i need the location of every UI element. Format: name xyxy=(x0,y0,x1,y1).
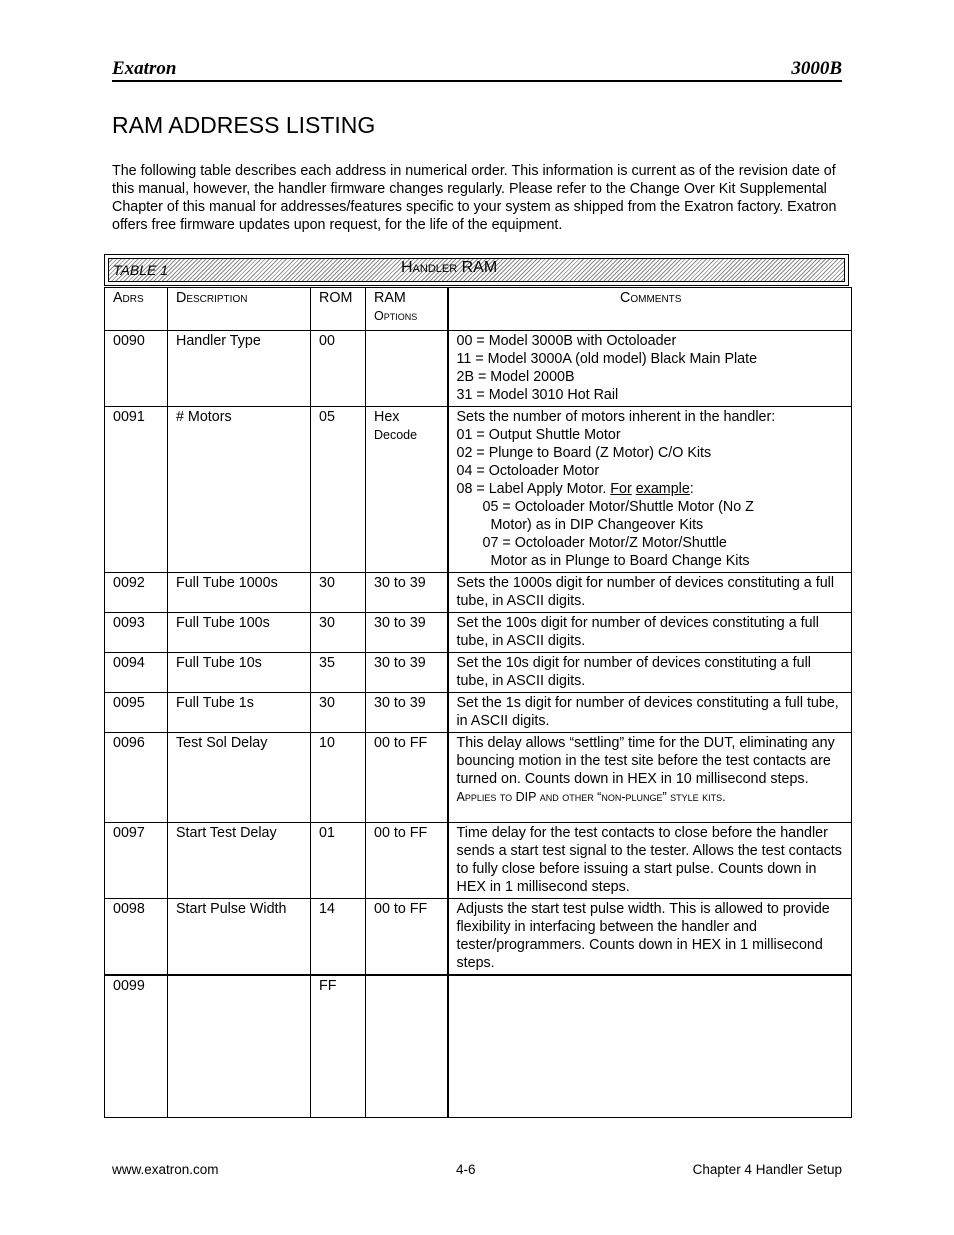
cell-ram: 30 to 39 xyxy=(366,653,448,693)
cell-desc: # Motors xyxy=(168,407,311,573)
table-row xyxy=(105,899,852,976)
table-row xyxy=(105,407,852,573)
cell-comments: Sets the number of motors inherent in the handler: 01 = Output Shuttle Motor 02 = Plunge to Board (Z Motor) C/O Kits 04 = Octoloader Motor 08 = Label Apply Motor. For example: 05 = Octoloader Motor/Shuttle Motor (No Z Motor) as in DIP Changeover Kits 07 = Octoloader Motor/Z Motor/Shuttle Motor as in Plunge to Board Change Kits xyxy=(448,407,852,573)
cell-ram: 00 to FF xyxy=(366,823,448,899)
cell-ram: 00 to FF xyxy=(366,733,448,823)
table-row xyxy=(105,823,852,899)
cell-adrs: 0099 xyxy=(105,975,168,1117)
cell-comments: Set the 100s digit for number of devices constituting a full tube, in ASCII digits. xyxy=(448,613,852,653)
table-row xyxy=(105,733,852,823)
cell-adrs: 0097 xyxy=(105,823,168,899)
table-row xyxy=(105,613,852,653)
header-company: Exatron xyxy=(112,58,177,79)
cell-rom: 30 xyxy=(311,613,366,653)
cell-desc: Handler Type xyxy=(168,331,311,407)
cell-adrs: 0095 xyxy=(105,693,168,733)
table-header-row xyxy=(105,288,852,331)
cell-adrs: 0090 xyxy=(105,331,168,407)
cell-ram: 30 to 39 xyxy=(366,693,448,733)
col-adrs: Adrs xyxy=(105,288,168,331)
header-model: 3000B xyxy=(791,58,842,79)
intro-text-2: handler xyxy=(278,181,327,197)
cell-desc: Full Tube 10s xyxy=(168,653,311,693)
cell-adrs: 0098 xyxy=(105,899,168,976)
cell-comments: Set the 10s digit for number of devices constituting a full tube, in ASCII digits. xyxy=(448,653,852,693)
table-banner xyxy=(104,254,849,286)
cell-rom: 01 xyxy=(311,823,366,899)
table-row xyxy=(105,975,852,1117)
cell-adrs: 0093 xyxy=(105,613,168,653)
cell-comments: Adjusts the start test pulse width. This is allowed to provide flexibility in interfacing between the handler and tester/programmers. Counts down in HEX in 1 millisecond steps. xyxy=(448,899,852,976)
cell-comments: Time delay for the test contacts to close before the handler sends a start test signal to the tester. Allows the test contacts to fully close before issuing a start pulse. Counts down in HEX in 1 millisecond steps. xyxy=(448,823,852,899)
cell-desc: Start Pulse Width xyxy=(168,899,311,976)
cell-desc xyxy=(168,975,311,1117)
table-row xyxy=(105,573,852,613)
intro-paragraph xyxy=(112,162,838,234)
cell-desc: Start Test Delay xyxy=(168,823,311,899)
intro-text-3: firmware changes regularly. Please refer to the Change Over Kit Supplemental Chapter of this manual for addresses/features specific to your system as shipped from the Exatron factory. Exatron offers free firmware updates upon request, for the life of the equipment. xyxy=(112,181,837,233)
cell-rom: 35 xyxy=(311,653,366,693)
cell-ram: 30 to 39 xyxy=(366,573,448,613)
cell-ram: 00 to FF xyxy=(366,899,448,976)
cell-adrs: 0096 xyxy=(105,733,168,823)
col-comments: Comments xyxy=(448,288,852,331)
table-row xyxy=(105,693,852,733)
col-rom: ROM xyxy=(311,288,366,331)
table-row xyxy=(105,653,852,693)
page-title: RAM ADDRESS LISTING xyxy=(112,112,376,138)
footer-website: www.exatron.com xyxy=(112,1162,219,1177)
cell-ram xyxy=(366,975,448,1117)
cell-comments: This delay allows “settling” time for the DUT, eliminating any bouncing motion in the test site before the test contacts are turned on. Counts down in HEX in 10 millisecond steps. Applies to DIP and other “non-plunge” style kits. xyxy=(448,733,852,823)
cell-desc: Full Tube 100s xyxy=(168,613,311,653)
table-row xyxy=(105,331,852,407)
cell-desc: Full Tube 1000s xyxy=(168,573,311,613)
col-ram-options: RAM Options xyxy=(366,288,448,331)
cell-adrs: 0091 xyxy=(105,407,168,573)
table-label: TABLE 1 xyxy=(113,262,168,278)
cell-rom: 05 xyxy=(311,407,366,573)
cell-desc: Test Sol Delay xyxy=(168,733,311,823)
cell-adrs: 0092 xyxy=(105,573,168,613)
running-header xyxy=(112,56,842,82)
cell-ram xyxy=(366,331,448,407)
cell-comments: Sets the 1000s digit for number of devices constituting a full tube, in ASCII digits. xyxy=(448,573,852,613)
footer-page-number: 4-6 xyxy=(456,1162,476,1177)
cell-desc: Full Tube 1s xyxy=(168,693,311,733)
cell-rom: 30 xyxy=(311,693,366,733)
cell-rom: 10 xyxy=(311,733,366,823)
footer-chapter: Chapter 4 Handler Setup xyxy=(692,1162,842,1177)
cell-rom: FF xyxy=(311,975,366,1117)
cell-comments: Set the 1s digit for number of devices constituting a full tube, in ASCII digits. xyxy=(448,693,852,733)
intro-text-1: The following table describes each address in numerical order. This information is current as of the revision date of this manual, however, the xyxy=(112,163,836,197)
cell-comments xyxy=(448,975,852,1117)
cell-rom: 14 xyxy=(311,899,366,976)
ram-table xyxy=(104,287,852,1118)
cell-adrs: 0094 xyxy=(105,653,168,693)
cell-comments: 00 = Model 3000B with Octoloader 11 = Model 3000A (old model) Black Main Plate 2B = Model 2000B 31 = Model 3010 Hot Rail xyxy=(448,331,852,407)
cell-rom: 00 xyxy=(311,331,366,407)
table-caption: Handler RAM xyxy=(401,259,498,276)
cell-ram: 30 to 39 xyxy=(366,613,448,653)
cell-ram: Hex Decode xyxy=(366,407,448,573)
col-description: Description xyxy=(168,288,311,331)
cell-rom: 30 xyxy=(311,573,366,613)
